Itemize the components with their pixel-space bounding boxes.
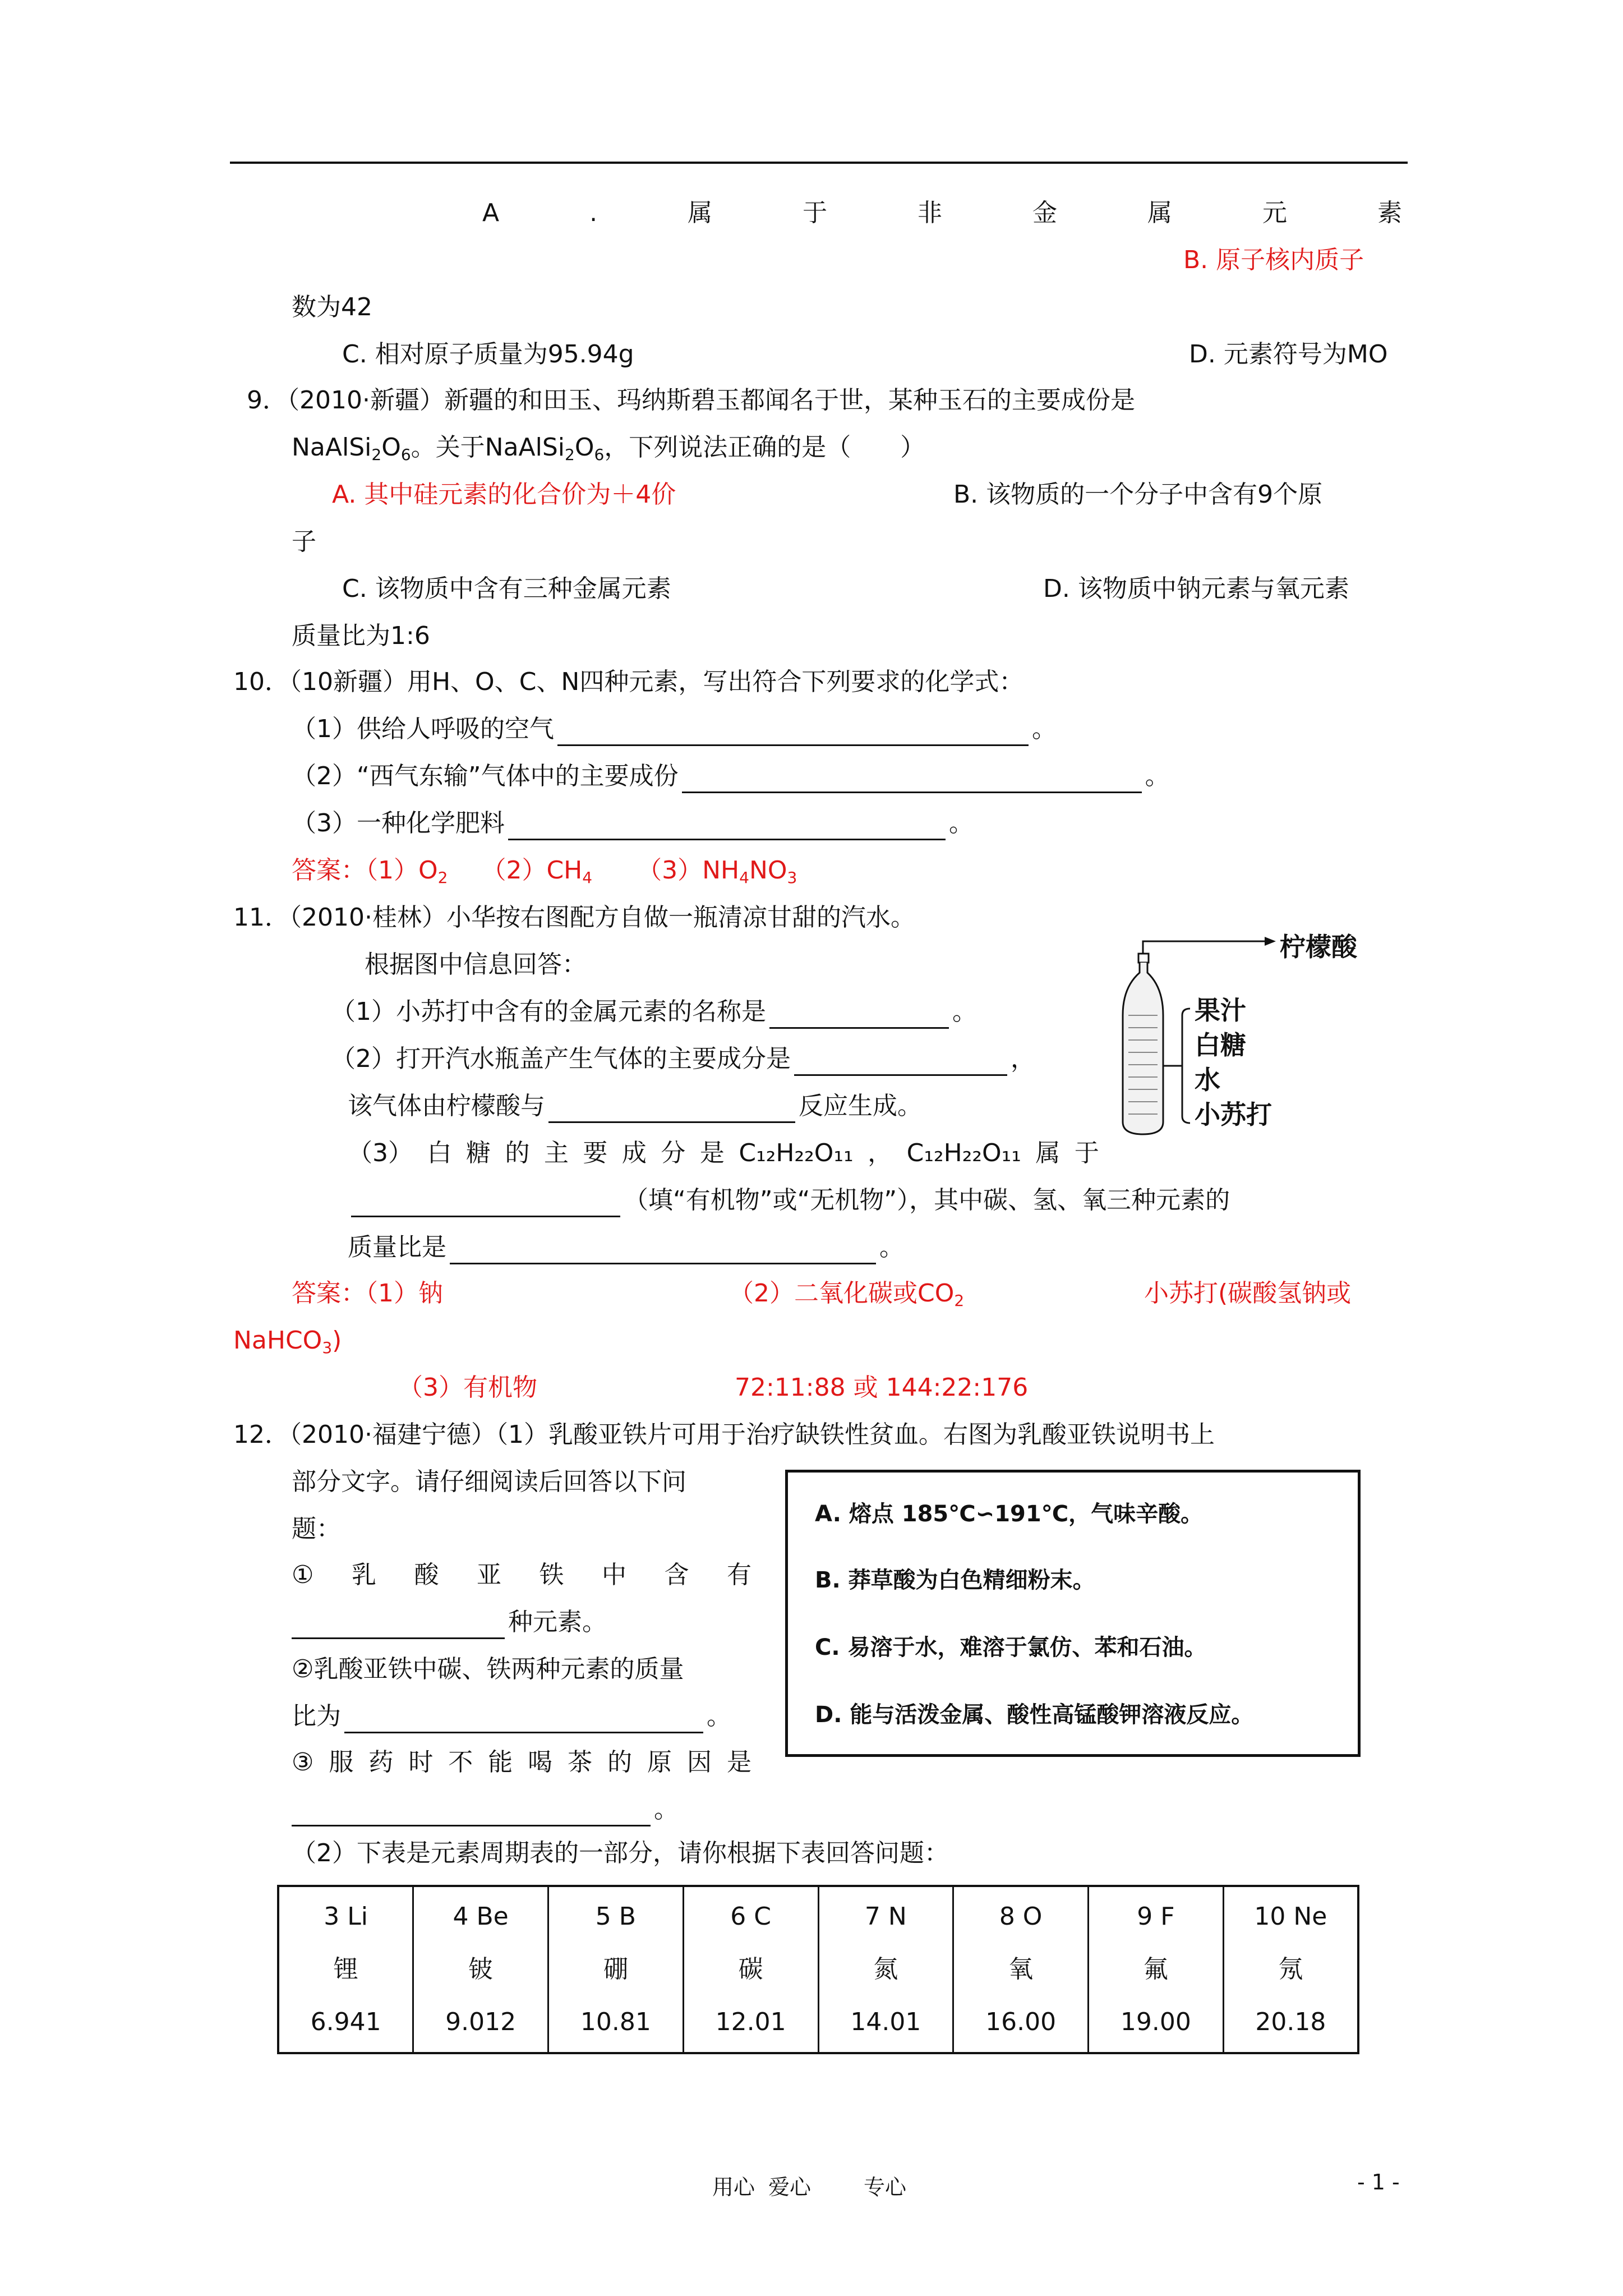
q12-c1b xyxy=(292,1605,607,1639)
text: （2）CH xyxy=(481,856,583,885)
char: 酸 xyxy=(414,1561,439,1589)
char: ， xyxy=(868,1139,893,1167)
q11-answer-3b: 72:11:88 或 144:22:176 xyxy=(735,1373,1029,1402)
text: （2）“西气东输”气体中的主要成份 xyxy=(292,762,679,790)
sub: 3 xyxy=(787,868,797,887)
element-mass: 9.012 xyxy=(445,2008,517,2036)
q8-a-char: 非 xyxy=(917,199,943,227)
element-cell xyxy=(1089,1886,1224,2053)
char: 于 xyxy=(1074,1139,1099,1167)
element-mass: 10.81 xyxy=(580,2008,651,2036)
q12-part2: （2）下表是元素周期表的一部分，请你根据下表回答问题： xyxy=(292,1839,949,1867)
text: 。 xyxy=(707,1702,731,1731)
char: 成 xyxy=(621,1139,647,1167)
figure-label: 白糖 xyxy=(1195,1030,1246,1060)
footer-motto-3: 专心 xyxy=(864,2175,907,2200)
q11-part3 xyxy=(348,1137,1099,1170)
page-number: - 1 - xyxy=(1357,2170,1400,2194)
element-number: 6 C xyxy=(730,1902,771,1931)
medicine-info-box xyxy=(785,1470,1361,1757)
box-line: B. 莽草酸为白色精细粉末。 xyxy=(815,1567,1095,1593)
text: NO xyxy=(749,856,787,885)
element-mass: 6.941 xyxy=(310,2008,381,2036)
q12-c2: ②乳酸亚铁中碳、铁两种元素的质量 xyxy=(292,1655,684,1683)
answer-blank[interactable] xyxy=(450,1237,876,1264)
q8-a-char: 属 xyxy=(688,199,713,227)
answer-blank[interactable] xyxy=(794,1048,1007,1076)
text: 。 xyxy=(1032,715,1057,743)
q9-option-a: A. 其中硅元素的化合价为＋4价 xyxy=(332,480,676,509)
text: 。 xyxy=(654,1795,679,1824)
text: 。 xyxy=(952,997,977,1026)
sub: 2 xyxy=(371,445,382,464)
q11-answer-2b: 小苏打(碳酸氢钠或 xyxy=(1144,1279,1352,1308)
element-name: 氟 xyxy=(1143,1955,1168,1984)
figure-label-citric-acid: 柠檬酸 xyxy=(1280,932,1357,962)
element-name: 硼 xyxy=(603,1955,628,1984)
text: 。 xyxy=(879,1233,904,1262)
text: 种元素。 xyxy=(508,1608,607,1636)
char: 是 xyxy=(726,1748,751,1777)
answer-blank[interactable] xyxy=(344,1706,703,1733)
element-number: 3 Li xyxy=(324,1902,368,1931)
q11-part2b xyxy=(348,1089,922,1123)
figure-label: 小苏打 xyxy=(1195,1099,1272,1130)
char: 有 xyxy=(726,1561,751,1589)
box-line: A. 熔点 185℃∽191℃，气味辛酸。 xyxy=(815,1501,1204,1527)
q8-option-b: B. 原子核内质子 xyxy=(1183,246,1364,274)
box-line: D. 能与活泼金属、酸性高锰酸钾溶液反应。 xyxy=(815,1702,1254,1728)
element-mass: 16.00 xyxy=(985,2008,1057,2036)
text: NaHCO xyxy=(233,1326,322,1355)
q11-answer-1: 答案：（1）钠 xyxy=(292,1279,443,1308)
char: 是 xyxy=(699,1139,725,1167)
element-mass: 14.01 xyxy=(850,2008,921,2036)
footer-motto-2: 爱心 xyxy=(768,2175,811,2200)
answer-blank[interactable] xyxy=(292,1612,505,1639)
char: ① xyxy=(292,1561,314,1589)
q12-c3b xyxy=(292,1793,679,1826)
char: 要 xyxy=(583,1139,608,1167)
q8-a-char: 属 xyxy=(1147,199,1173,227)
element-number: 7 N xyxy=(864,1902,907,1931)
char: 铁 xyxy=(539,1561,564,1589)
q9-option-d: D. 该物质中钠元素与氧元素 xyxy=(1043,574,1349,603)
q12-stem2: 部分文字。请仔细阅读后回答以下问 xyxy=(292,1467,686,1496)
answer-blank[interactable] xyxy=(769,1001,949,1029)
q9-option-b-cont: 子 xyxy=(292,527,316,556)
element-number: 10 Ne xyxy=(1254,1902,1327,1931)
sub: 2 xyxy=(954,1291,965,1310)
element-cell xyxy=(548,1886,684,2053)
element-cell xyxy=(953,1886,1089,2053)
figure-labels xyxy=(1195,993,1272,1132)
answer-blank[interactable] xyxy=(548,1096,795,1123)
char: 白 xyxy=(427,1139,452,1167)
char: 的 xyxy=(505,1139,530,1167)
q12-c2b xyxy=(292,1700,731,1733)
text: （1）供给人呼吸的空气 xyxy=(292,715,554,743)
q12-c1 xyxy=(292,1558,751,1592)
formula: C₁₂H₂₂O₁₁ xyxy=(906,1139,1021,1167)
sub: 3 xyxy=(322,1338,333,1357)
text: 。 xyxy=(949,809,974,838)
q12-stem3: 题： xyxy=(292,1515,341,1543)
char: 属 xyxy=(1035,1139,1061,1167)
q9-option-d-cont: 质量比为1:6 xyxy=(292,622,430,650)
q8-a-char: 金 xyxy=(1032,199,1058,227)
char: 原 xyxy=(647,1748,672,1777)
q8-option-c: C. 相对原子质量为95.94g xyxy=(342,340,634,369)
text: ， xyxy=(1011,1045,1035,1073)
q9-option-b: B. 该物质的一个分子中含有9个原 xyxy=(953,480,1323,509)
q11-part2 xyxy=(331,1042,1035,1076)
char: 药 xyxy=(368,1748,394,1777)
periodic-table-excerpt xyxy=(277,1885,1359,2054)
element-number: 4 Be xyxy=(453,1902,509,1931)
q9-formula-line xyxy=(292,431,925,464)
sub: 4 xyxy=(739,868,749,887)
answer-blank[interactable] xyxy=(508,813,946,840)
q8-option-a xyxy=(482,196,1402,230)
q11-answer-2 xyxy=(729,1277,964,1310)
header-rule xyxy=(230,162,1408,164)
box-line: C. 易溶于水，难溶于氯仿、苯和石油。 xyxy=(815,1635,1207,1660)
text: 。 xyxy=(1145,762,1170,790)
element-number: 8 O xyxy=(999,1902,1043,1931)
q9-stem: 9．（2010·新疆）新疆的和田玉、玛纳斯碧玉都闻名于世，某种玉石的主要成份是 xyxy=(247,386,1135,415)
text: （2）打开汽水瓶盖产生气体的主要成分是 xyxy=(331,1045,791,1073)
text: 反应生成。 xyxy=(799,1092,922,1120)
element-cell xyxy=(818,1886,953,2053)
formula: C₁₂H₂₂O₁₁ xyxy=(739,1139,854,1167)
q8-a-dot: . xyxy=(589,199,598,227)
sub: 4 xyxy=(582,868,593,887)
element-number: 9 F xyxy=(1137,1902,1175,1931)
char: 分 xyxy=(661,1139,686,1167)
char: （3） xyxy=(348,1139,413,1167)
text: O xyxy=(381,433,401,462)
char: 含 xyxy=(664,1561,689,1589)
q8-a-char: 于 xyxy=(803,199,828,227)
q11-intro: 根据图中信息回答： xyxy=(365,950,587,979)
text: NaAlSi xyxy=(292,433,372,462)
sub: 2 xyxy=(565,445,575,464)
answer-blank[interactable] xyxy=(682,766,1142,793)
text: 质量比是 xyxy=(348,1233,446,1262)
table-row xyxy=(278,1886,1358,2053)
soda-bottle-figure xyxy=(1116,931,1374,1144)
element-name: 氧 xyxy=(1008,1955,1034,1984)
q11-part3b xyxy=(348,1184,1230,1217)
text: （3）一种化学肥料 xyxy=(292,809,505,838)
element-cell xyxy=(278,1886,413,2053)
q8-option-d: D. 元素符号为MO xyxy=(1189,340,1388,369)
char: 茶 xyxy=(568,1748,593,1777)
q11-answer-3: （3）有机物 xyxy=(398,1373,537,1402)
q10-part2 xyxy=(292,760,1170,793)
q10-stem: 10．（10新疆）用H、O、C、N四种元素，写出符合下列要求的化学式： xyxy=(233,668,1024,696)
text: ) xyxy=(332,1326,342,1355)
char: 主 xyxy=(543,1139,569,1167)
element-cell xyxy=(1223,1886,1358,2053)
char: ③ xyxy=(292,1748,314,1777)
sub: 6 xyxy=(594,445,605,464)
q10-part3 xyxy=(292,807,974,840)
q11-stem: 11．（2010·桂林）小华按右图配方自做一瓶清凉甘甜的汽水。 xyxy=(233,903,915,932)
element-cell xyxy=(683,1886,818,2053)
answer-blank[interactable] xyxy=(351,1190,620,1217)
element-mass: 20.18 xyxy=(1255,2008,1326,2036)
q11-answer-2c xyxy=(233,1324,342,1358)
element-name: 氖 xyxy=(1278,1955,1303,1984)
q11-part1 xyxy=(331,995,977,1029)
text: （3）NH xyxy=(637,856,740,885)
text: （1）小苏打中含有的金属元素的名称是 xyxy=(331,997,766,1026)
char: 糖 xyxy=(465,1139,491,1167)
q8-a-letter: A xyxy=(482,199,500,227)
q11-part3c xyxy=(348,1231,904,1264)
char: 中 xyxy=(601,1561,626,1589)
element-name: 氮 xyxy=(873,1955,898,1984)
text: 比为 xyxy=(292,1702,341,1731)
text: 。关于NaAlSi xyxy=(411,433,565,462)
q8-a-char: 素 xyxy=(1377,199,1402,227)
char: 时 xyxy=(408,1748,434,1777)
text: 答案：（1）O xyxy=(292,856,438,885)
q12-stem: 12．（2010·福建宁德）（1）乳酸亚铁片可用于治疗缺铁性贫血。右图为乳酸亚铁说明书上 xyxy=(233,1420,1215,1449)
q12-c3 xyxy=(292,1746,751,1779)
char: 的 xyxy=(607,1748,633,1777)
q8-option-b-cont: 数为42 xyxy=(292,293,372,321)
char: 喝 xyxy=(528,1748,553,1777)
element-number: 5 B xyxy=(595,1902,636,1931)
char: 乳 xyxy=(351,1561,376,1589)
char: 服 xyxy=(329,1748,354,1777)
element-cell xyxy=(413,1886,548,2053)
figure-label: 水 xyxy=(1195,1065,1220,1095)
element-name: 铍 xyxy=(468,1955,494,1984)
figure-label: 果汁 xyxy=(1195,995,1246,1025)
answer-blank[interactable] xyxy=(557,719,1029,746)
sub: 6 xyxy=(400,445,411,464)
text: ，下列说法正确的是（ ） xyxy=(604,433,925,462)
char: 亚 xyxy=(476,1561,501,1589)
text: （填“有机物”或“无机物”），其中碳、氢、氧三种元素的 xyxy=(624,1186,1230,1214)
element-mass: 19.00 xyxy=(1120,2008,1191,2036)
q8-a-char: 元 xyxy=(1262,199,1287,227)
text: （2）二氧化碳或CO xyxy=(729,1279,955,1308)
answer-blank[interactable] xyxy=(292,1799,651,1826)
sub: 2 xyxy=(437,868,448,887)
char: 能 xyxy=(488,1748,513,1777)
element-name: 碳 xyxy=(738,1955,763,1984)
element-mass: 12.01 xyxy=(715,2008,786,2036)
text: O xyxy=(574,433,594,462)
char: 不 xyxy=(448,1748,473,1777)
footer-motto-1: 用心 xyxy=(712,2175,755,2200)
element-name: 锂 xyxy=(333,1955,358,1984)
q10-part1 xyxy=(292,712,1057,746)
char: 因 xyxy=(686,1748,712,1777)
q9-option-c: C. 该物质中含有三种金属元素 xyxy=(342,574,671,603)
q10-answer xyxy=(292,854,797,887)
text: 该气体由柠檬酸与 xyxy=(348,1092,545,1120)
